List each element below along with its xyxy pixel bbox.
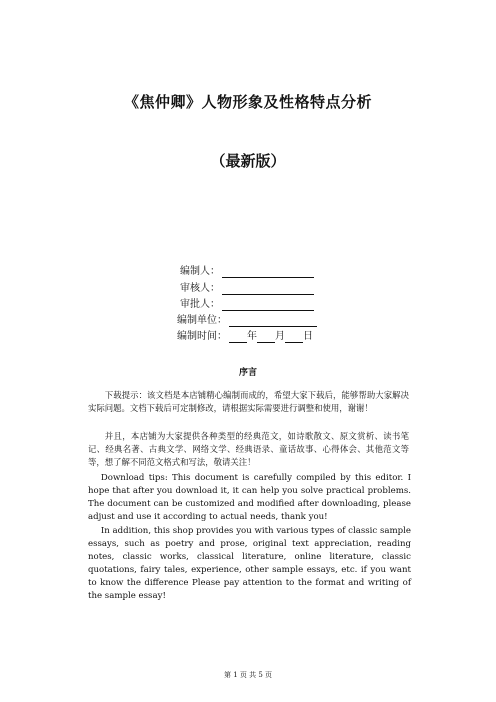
month-label: 月 (275, 331, 285, 342)
document-subtitle: （最新版） (210, 152, 286, 170)
approver-label: 审批人： (180, 299, 220, 310)
page-footer: 第 1 页 共 5 页 (223, 671, 273, 679)
unit-blank-line (229, 316, 317, 327)
unit-field (177, 315, 317, 327)
year-blank-line (229, 332, 247, 343)
reviewer-label: 审核人： (180, 283, 220, 294)
editor-blank-line (222, 267, 314, 278)
preface-paragraph-en-1: Download tips: This document is carefully compiled by this editor. I hope that after you download it, it can help you solve practical problems. The document can be customized and modified after downloading, please adjust and use it according to actual needs, thank you! (88, 473, 411, 522)
preface-paragraph-cn-2: 并且，本店铺为大家提供各种类型的经典范文，如诗歌散文、原文赏析、读书笔记、经典名著、古典文学、网络文学、经典语录、童话故事、心得体会、其他范文等等，想了解不同范文格式和写法，敬请关注！ (88, 431, 409, 467)
document-title: 《焦仲卿》人物形象及性格特点分析 (123, 93, 372, 111)
month-blank-line (257, 332, 275, 343)
preface-paragraph-en-2: In addition, this shop provides you with various types of classic sample essays, such as poetry and prose, original text appreciation, reading notes, classic works, classical literature, online literature, classic quotations, fairy tales, experience, other sample essays, etc. if you want to know the difference Please pay attention to the format and writing of the sample essay! (88, 526, 411, 601)
reviewer-field (180, 283, 314, 295)
date-field (177, 331, 313, 343)
approver-blank-line (222, 300, 314, 311)
year-label: 年 (247, 331, 257, 342)
day-blank-line (285, 332, 303, 343)
editor-field (180, 266, 314, 278)
unit-label: 编制单位： (177, 315, 227, 326)
preface-paragraph-cn-1: 下载提示：该文档是本店铺精心编制而成的，希望大家下载后，能够帮助大家解决实际问题。文档下载后可定制修改，请根据实际需要进行调整和使用，谢谢！ (88, 390, 409, 413)
day-label: 日 (303, 331, 313, 342)
editor-label: 编制人： (180, 266, 220, 277)
reviewer-blank-line (222, 284, 314, 295)
date-label: 编制时间： (177, 331, 227, 342)
preface-heading: 序言 (238, 368, 257, 378)
approver-field (180, 299, 314, 311)
